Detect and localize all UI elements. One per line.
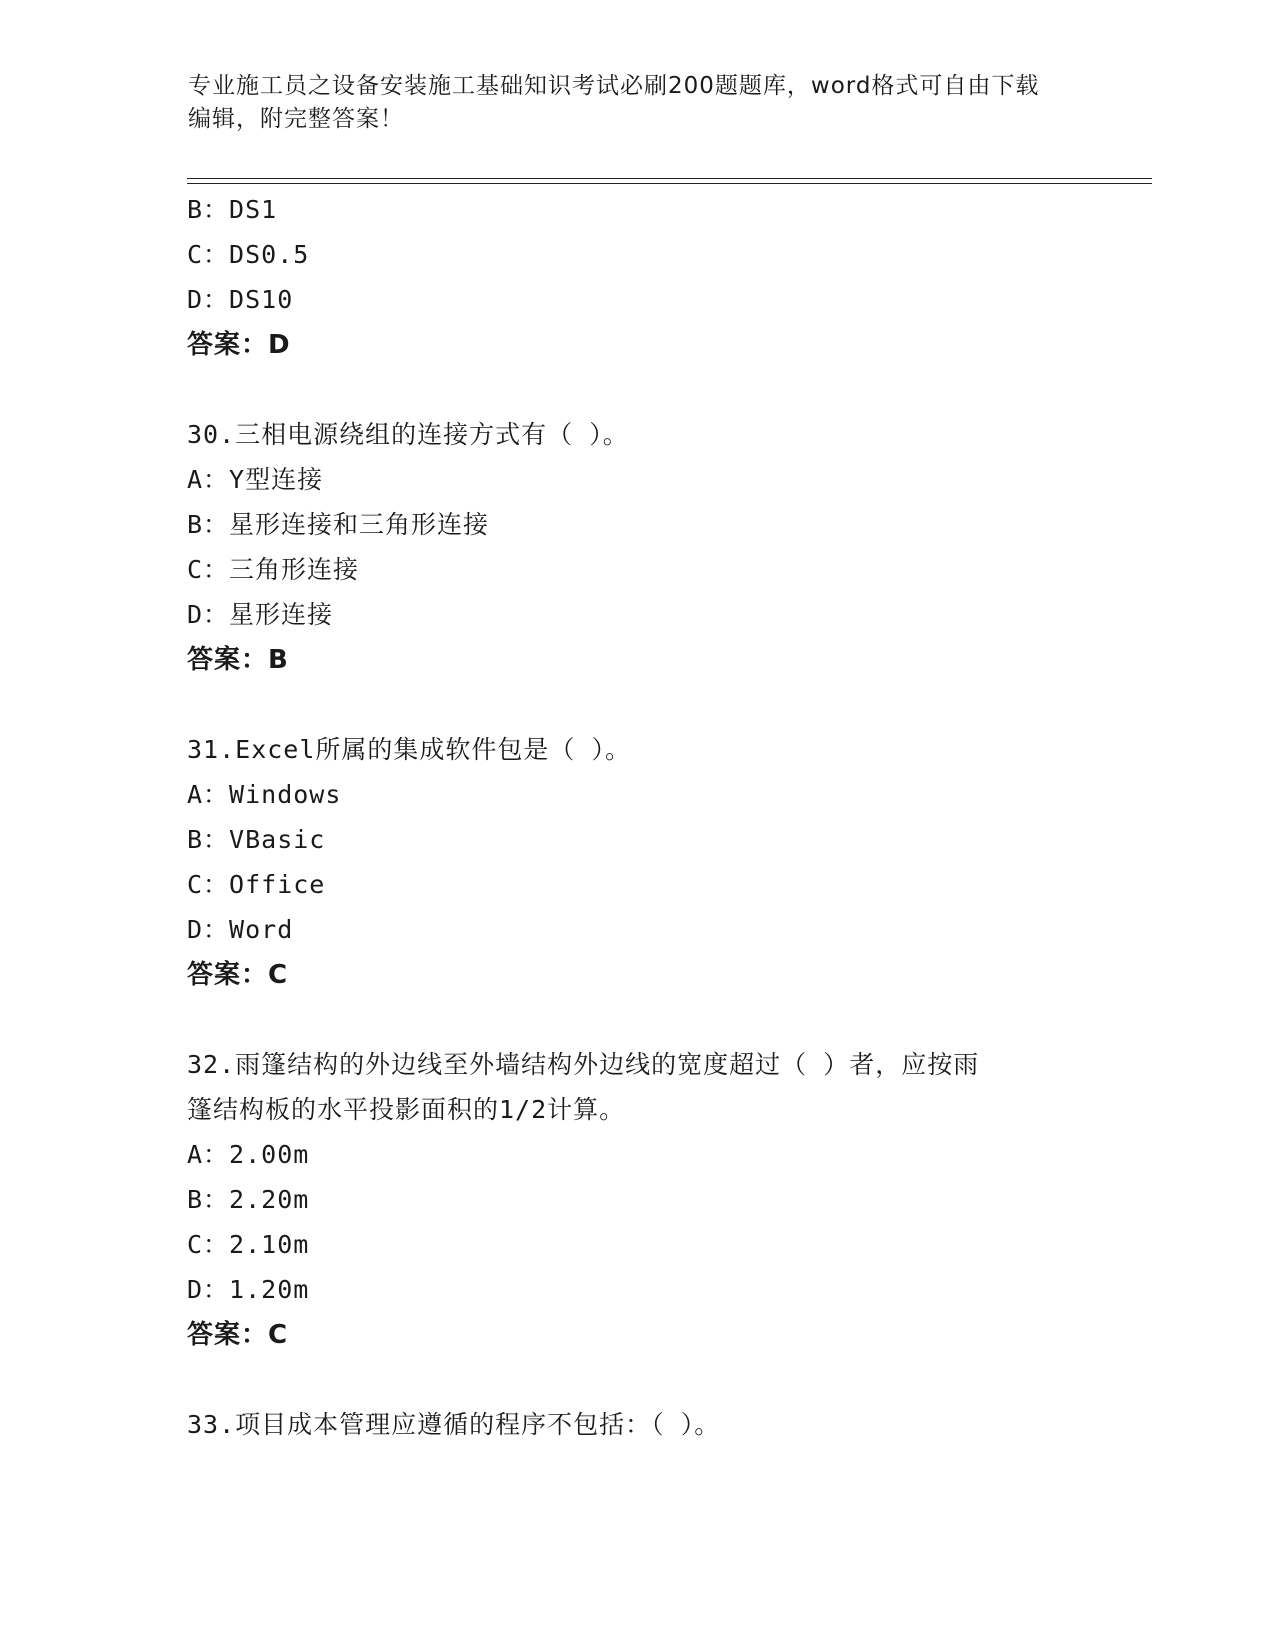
q31-option-c: C：Office [187,870,326,899]
header-divider-bottom [187,183,1152,184]
q31-option-a: A：Windows [187,780,342,809]
q32-option-b: B：2.20m [187,1185,310,1214]
q29-option-d: D：DS10 [187,285,294,314]
q30-option-c: C：三角形连接 [187,555,360,584]
q32-question-line1: 32.雨篷结构的外边线至外墙结构外边线的宽度超过（ ）者，应按雨 [187,1050,980,1079]
q32-option-c: C：2.10m [187,1230,310,1259]
q33-question: 33.项目成本管理应遵循的程序不包括：（ ）。 [187,1410,721,1439]
q30-answer: 答案：B [187,645,289,675]
q32-option-d: D：1.20m [187,1275,310,1304]
header-divider-top [187,178,1152,179]
q31-option-b: B：VBasic [187,825,326,854]
q31-answer: 答案：C [187,960,289,990]
q30-option-a: A：Y型连接 [187,465,324,494]
q31-question: 31.Excel所属的集成软件包是（ ）。 [187,735,631,764]
q29-option-b: B：DS1 [187,195,278,224]
q29-option-c: C：DS0.5 [187,240,310,269]
q32-option-a: A：2.00m [187,1140,310,1169]
document-header [188,70,1068,136]
q32-question-line2: 篷结构板的水平投影面积的1/2计算。 [187,1095,626,1124]
q31-option-d: D：Word [187,915,294,944]
q30-option-d: D：星形连接 [187,600,334,629]
q30-option-b: B：星形连接和三角形连接 [187,510,490,539]
q29-answer: 答案：D [187,330,291,360]
header-title-line2: 编辑，附完整答案！ [188,106,404,132]
q30-question: 30.三相电源绕组的连接方式有（ ）。 [187,420,629,449]
header-title-line1: 专业施工员之设备安装施工基础知识考试必刷200题题库，word格式可自由下载 [188,73,1040,99]
q32-answer: 答案：C [187,1320,289,1350]
